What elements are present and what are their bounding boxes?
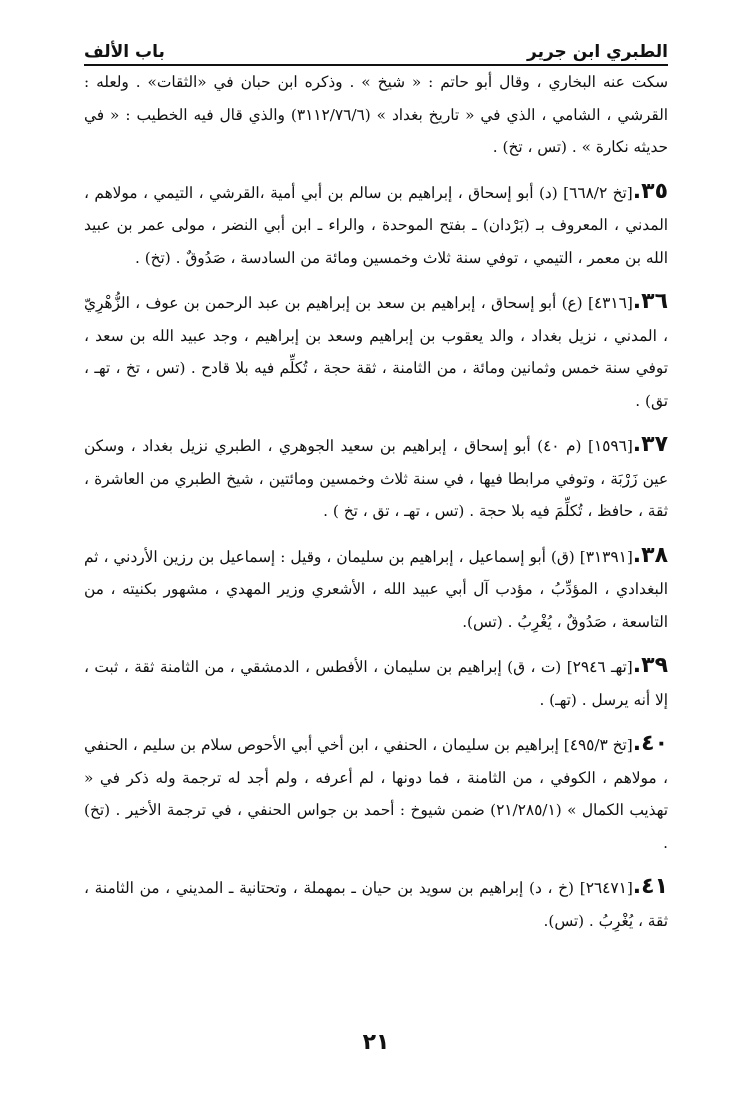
entry-number: ٣٧.	[632, 432, 668, 457]
entry-35	[84, 176, 668, 275]
entry-number: ٣٩.	[632, 653, 668, 678]
entry-number: ٣٨.	[632, 542, 668, 568]
entry-37	[84, 429, 668, 528]
entry-39	[84, 650, 668, 716]
entry-38	[84, 540, 668, 639]
entry-text: [تخ ٤٩٥/٣] إبراهيم بن سليمان ، الحنفي ، ابن أخي أبي الأحوص سلام بن سليم ، الحنفي ، مولاهم ، الكوفي ، من الثامنة ، فما دونها ، لم أعرفه ، ولم أجد له ترجمة وله ذكر في « تهذيب الكمال » (٢١/٢٨٥/١) ضمن شيوخ : أحمد بن جواس الحنفي ، في ترجمة الأخير . (تخ) .	[84, 736, 668, 852]
entry-number: ٣٥.	[632, 178, 668, 204]
page-body	[84, 66, 668, 937]
header-chapter-title: باب الألف	[84, 42, 165, 62]
entry-text: [٣١٣٩١] (ق) أبو إسماعيل ، إبراهيم بن سليمان ، وقيل : إسماعيل بن رزين الأردني ، ثم البغدادي ، المؤدِّبُ ، مؤدب آل أبي عبيد الله ، الأشعري وزير المهدي ، مشهور بكنيته ، من التاسعة ، صَدُوقٌ ، يُغْرِبُ . (تس).	[84, 547, 668, 631]
page-number: ٢١	[362, 1030, 390, 1055]
entry-40	[84, 728, 668, 859]
entry-36	[84, 286, 668, 417]
entry-number: ٤٠.	[632, 731, 668, 756]
entry-number: ٤١.	[632, 874, 668, 899]
entry-text: [٤٣١٦] (ع) أبو إسحاق ، إبراهيم بن سعد بن إبراهيم بن عبد الرحمن بن عوف ، الزُّهْرِيّ ، المدني ، نزيل بغداد ، والد يعقوب بن إبراهيم وسعد بن إبراهيم ، وجد عبيد الله بن سعد ، توفي سنة خمس وثمانين ومائة ، من الثامنة ، ثقة حجة ، تُكلِّم فيه بلا قادح . (تس ، تخ ، تهـ ، تق) .	[84, 294, 668, 410]
entry-text: [١٥٩٦] (م ٤٠) أبو إسحاق ، إبراهيم بن سعيد الجوهري ، الطبري نزيل بغداد ، وسكن عين زَرْبَة ، وتوفي مرابطا فيها ، في سنة ثلاث وخمسين ومائتين ، شيخ الطبري من العاشرة ، ثقة ، حافظ ، تُكلِّمَ فيه بلا حجة . (تس ، تهـ ، تق ، تخ ) .	[84, 437, 668, 520]
entry-number: ٣٦.	[632, 289, 668, 314]
intro-paragraph: سكت عنه البخاري ، وقال أبو حاتم : « شيخ » . وذكره ابن حبان في «الثقات» . ولعله : القرشي ، الشامي ، الذي في « تاريخ بغداد » (٣١١٢/٧٦/٦) والذي قال فيه الخطيب : « في حديثه نكارة » . (تس ، تخ) .	[84, 73, 668, 156]
running-header	[84, 32, 668, 62]
entry-41	[84, 871, 668, 937]
entry-text: [٢٦٤٧١] (خ ، د) إبراهيم بن سويد بن حيان ـ بمهملة ، وتحتانية ـ المديني ، من الثامنة ، ثقة ، يُغْرِبُ . (تس).	[84, 879, 668, 930]
entry-text: [تخ ٦٦٨/٢] (د) أبو إسحاق ، إبراهيم بن سالم بن أبي أمية ،القرشي ، التيمي ، مولاهم ، المدني ، المعروف بـ (بَرْدان) ـ بفتح الموحدة ، والراء ـ ابن أبي النضر ، مولى عمر بن عبيد الله بن معمر ، التيمي ، توفي سنة ثلاث وخمسين ومائة من السادسة ، صَدُوقٌ . (تخ) .	[84, 183, 668, 267]
entry-text: [تهـ ٢٩٤٦] (ت ، ق) إبراهيم بن سليمان ، الأفطس ، الدمشقي ، من الثامنة ثقة ، ثبت ، إلا أنه يرسل . (تهـ) .	[84, 658, 668, 709]
header-book-title: الطبري ابن جرير	[527, 42, 668, 62]
